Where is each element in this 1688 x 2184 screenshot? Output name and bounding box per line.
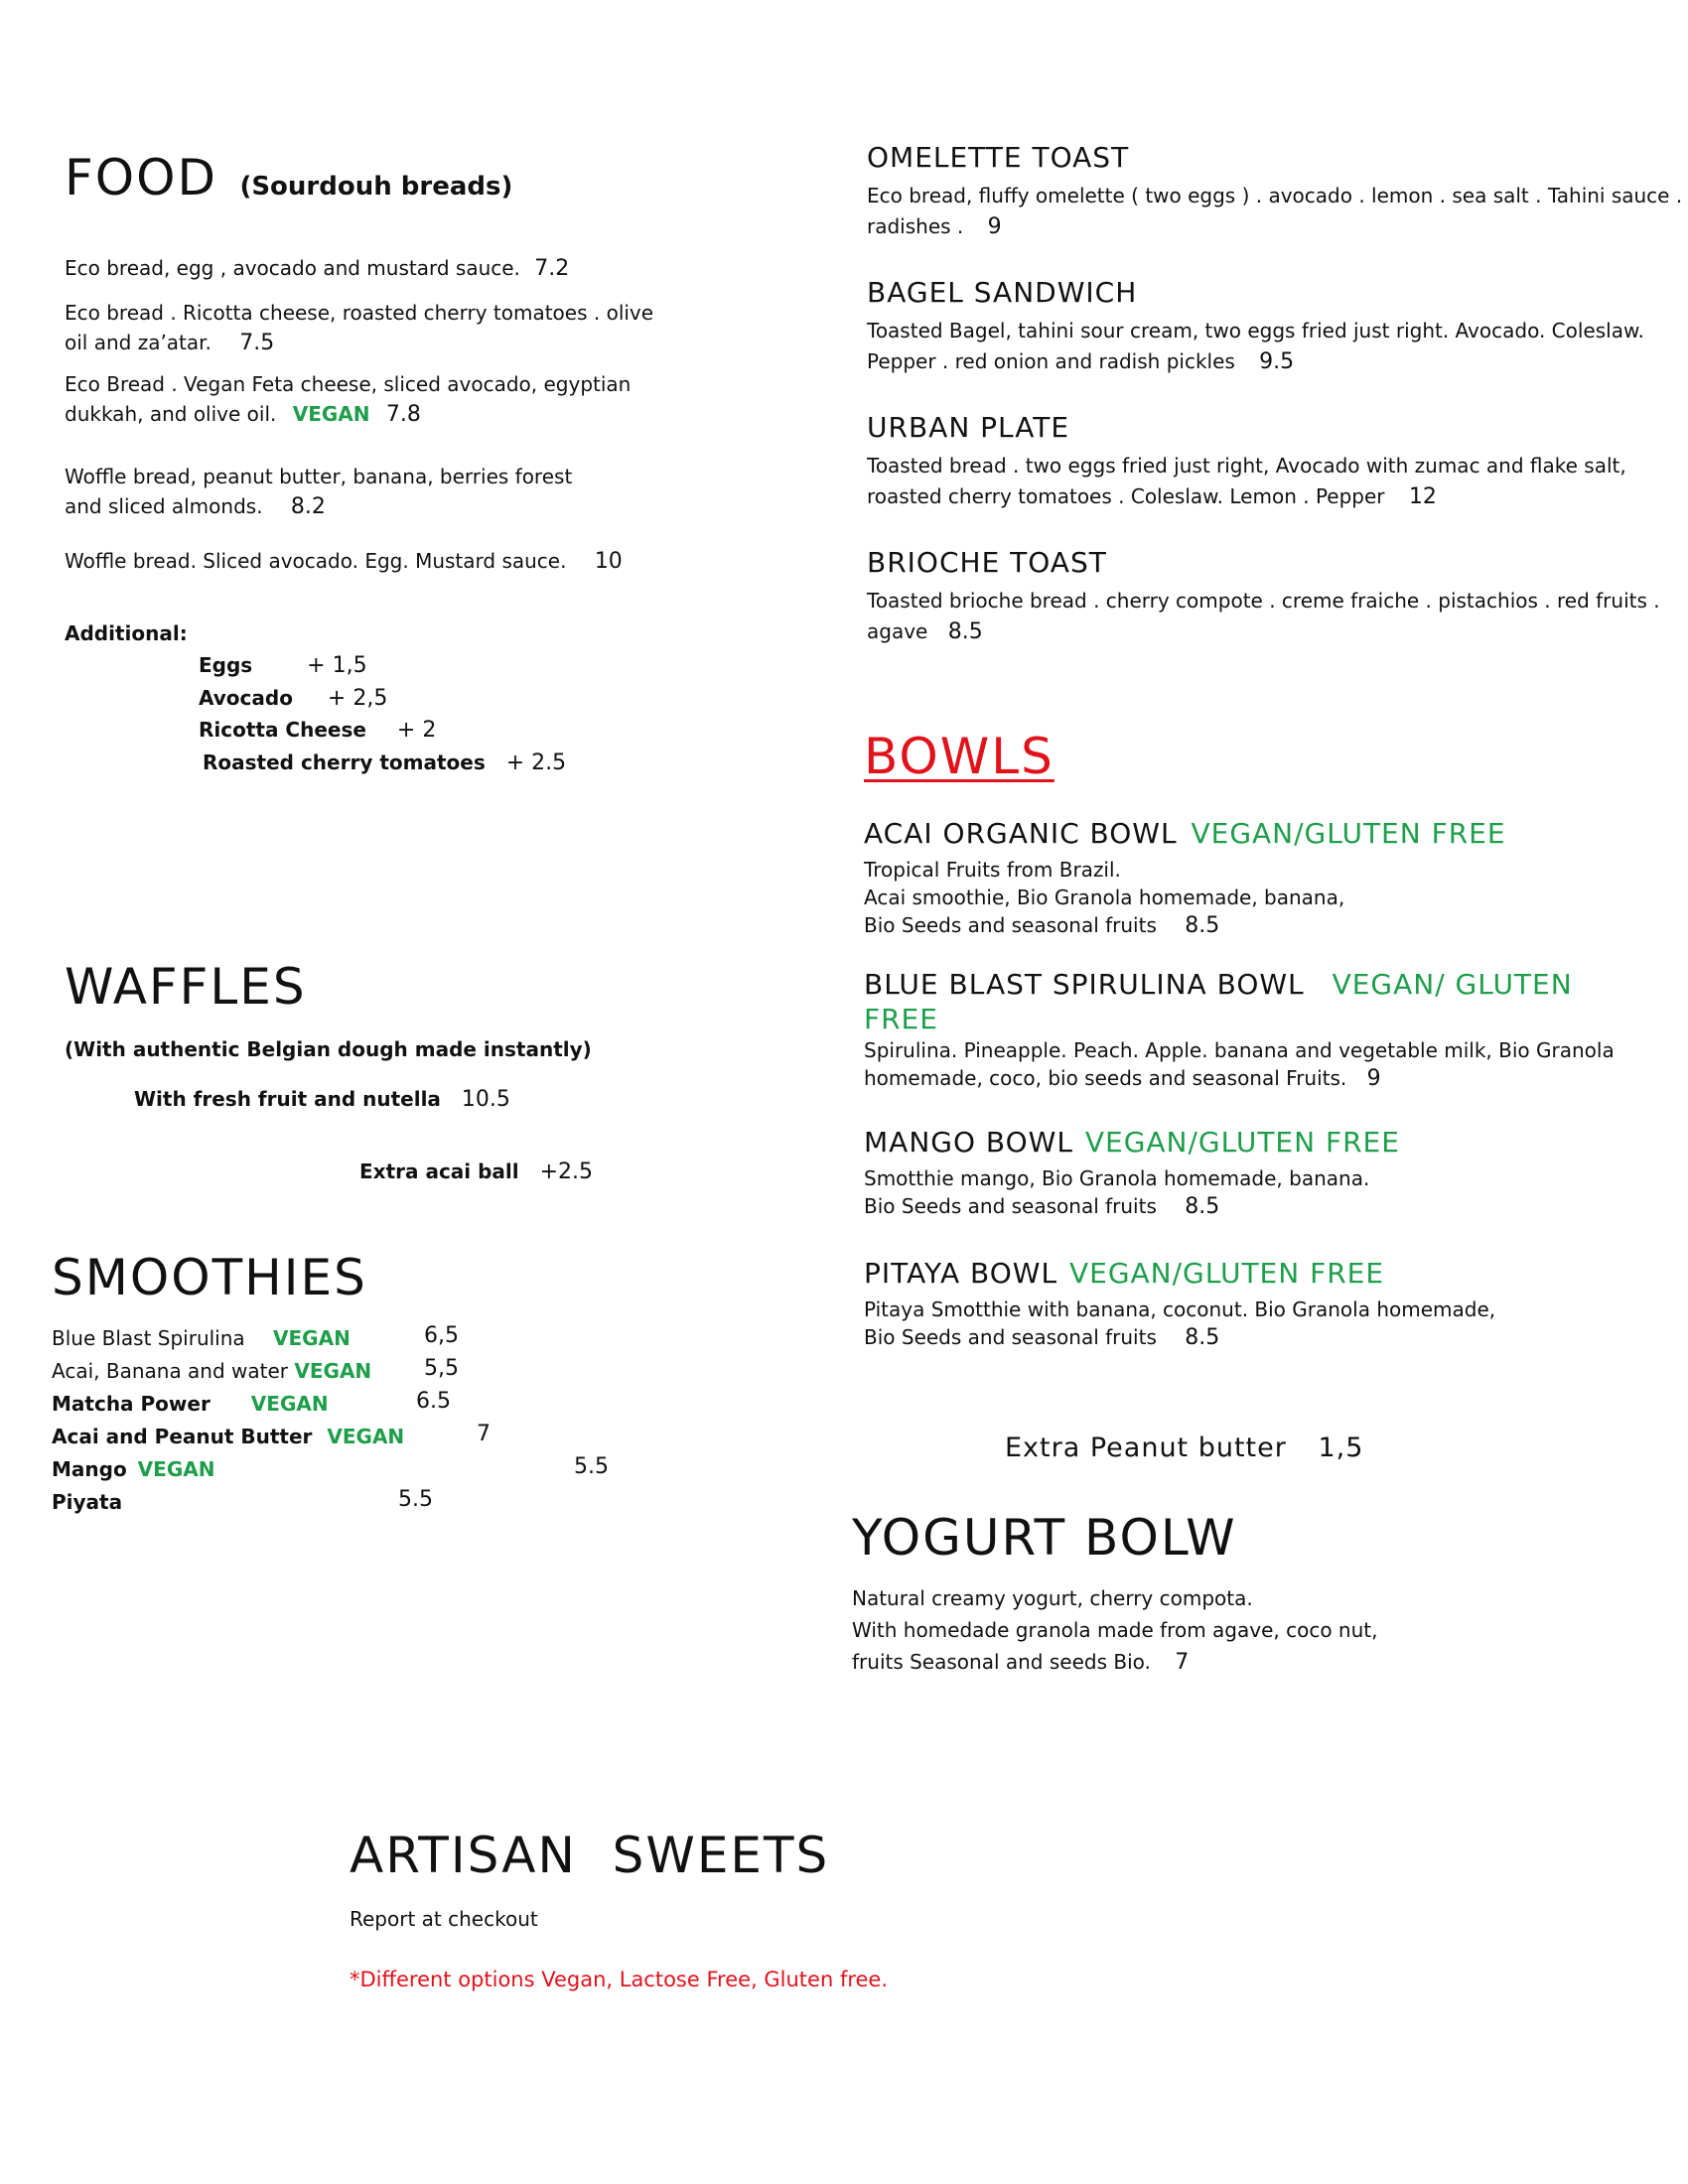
smoothie-price: 6,5 [424, 1323, 459, 1348]
additional-ricotta: Ricotta Cheese + 2 [199, 718, 437, 743]
waffles-item: With fresh fruit and nutella 10.5 [134, 1087, 510, 1112]
price: 9 [987, 214, 1002, 239]
additional-eggs: Eggs + 1,5 [199, 653, 367, 678]
sweets-title: ARTISAN SWEETS [350, 1827, 830, 1884]
price: 8.5 [1185, 913, 1220, 938]
food-section [65, 149, 512, 206]
smoothie-price: 5,5 [424, 1356, 459, 1381]
bowl-tag: VEGAN/GLUTEN FREE [1084, 1126, 1400, 1159]
bowl-desc: Smotthie mango, Bio Granola homemade, banana. [864, 1166, 1370, 1190]
food-title: FOOD [65, 149, 217, 206]
smoothie-price: 6.5 [416, 1389, 451, 1414]
sweets-note: Report at checkout [350, 1907, 538, 1931]
bowl-tag: VEGAN/GLUTEN FREE [1068, 1257, 1385, 1290]
toast-title: BRIOCHE TOAST [867, 546, 1107, 579]
bowl-desc: Tropical Fruits from Brazil. [864, 858, 1121, 882]
bowl-tag: VEGAN/GLUTEN FREE [1191, 817, 1506, 850]
price: 8.2 [290, 494, 326, 519]
price: 7.8 [385, 402, 421, 427]
bowl-desc: Bio Seeds and seasonal fruits 8.5 [864, 1325, 1220, 1350]
bowl-desc: Bio Seeds and seasonal fruits 8.5 [864, 913, 1220, 938]
food-item-4: Woffle bread, peanut butter, banana, berries forest and sliced almonds. 8.2 [65, 465, 573, 519]
price: 12 [1408, 484, 1437, 509]
toast-desc: Toasted Bagel, tahini sour cream, two eggs fried just right. Avocado. Coleslaw. [867, 319, 1644, 342]
price: 7.2 [534, 256, 570, 281]
smoothie-price: 5.5 [574, 1454, 609, 1479]
waffles-extra: Extra acai ball +2.5 [359, 1160, 594, 1184]
bowl-desc: Acai smoothie, Bio Granola homemade, banana, [864, 886, 1345, 909]
yogurt-desc: fruits Seasonal and seeds Bio. 7 [852, 1650, 1190, 1675]
toast-desc: Toasted brioche bread . cherry compote . creme fraiche . pistachios . red fruits . [867, 589, 1660, 613]
bowl-tag: VEGAN/ GLUTEN [1332, 968, 1573, 1001]
smoothie-item: Acai, Banana and water VEGAN [52, 1359, 372, 1383]
bowl-desc: Spirulina. Pineapple. Peach. Apple. banana and vegetable milk, Bio Granola [864, 1038, 1615, 1062]
additional-avocado: Avocado + 2,5 [199, 686, 388, 711]
toast-desc: Eco bread, fluffy omelette ( two eggs ) . avocado . lemon . sea salt . Tahini sauce . [867, 184, 1683, 207]
smoothie-item: Matcha Power VEGAN [52, 1392, 329, 1416]
food-item-5: Woffle bread. Sliced avocado. Egg. Mustard sauce. 10 [65, 549, 623, 574]
bowl-title: PITAYA BOWL VEGAN/GLUTEN FREE [864, 1257, 1385, 1290]
bowl-title: MANGO BOWL VEGAN/GLUTEN FREE [864, 1126, 1400, 1159]
price: 9 [1366, 1066, 1381, 1091]
bowls-extra: Extra Peanut butter 1,5 [1005, 1433, 1364, 1463]
bowl-tag-continued: FREE [864, 1003, 938, 1035]
food-subtitle: (Sourdouh breads) [239, 172, 513, 202]
bowl-title: BLUE BLAST SPIRULINA BOWL VEGAN/ GLUTEN [864, 968, 1573, 1001]
yogurt-desc: With homedade granola made from agave, coco nut, [852, 1618, 1378, 1642]
smoothie-item: Piyata [52, 1490, 123, 1514]
toast-desc: roasted cherry tomatoes . Coleslaw. Lemon . Pepper 12 [867, 484, 1437, 509]
food-item-2: Eco bread . Ricotta cheese, roasted cherry tomatoes . olive oil and za’atar. 7.5 [65, 301, 654, 355]
price: 9.5 [1259, 349, 1295, 374]
bowl-desc: Pitaya Smotthie with banana, coconut. Bio Granola homemade, [864, 1297, 1496, 1321]
price: 8.5 [1185, 1194, 1220, 1219]
price: 8.5 [947, 619, 983, 644]
toast-desc: agave 8.5 [867, 619, 983, 644]
additional-tomatoes: Roasted cherry tomatoes + 2.5 [203, 751, 567, 775]
price: 8.5 [1185, 1325, 1220, 1350]
yogurt-title: YOGURT BOLW [852, 1509, 1237, 1567]
toast-desc: Toasted bread . two eggs fried just right, Avocado with zumac and flake salt, [867, 454, 1626, 478]
toast-desc: radishes . 9 [867, 214, 1002, 239]
additional-label: Additional: [65, 621, 188, 645]
toast-desc: Pepper . red onion and radish pickles 9.5 [867, 349, 1295, 374]
sweets-options: *Different options Vegan, Lactose Free, Gluten free. [350, 1968, 889, 1991]
smoothie-item: Blue Blast Spirulina VEGAN [52, 1326, 351, 1350]
yogurt-desc: Natural creamy yogurt, cherry compota. [852, 1586, 1253, 1610]
waffles-title: WAFFLES [65, 958, 307, 1016]
price: 10 [594, 549, 623, 574]
smoothie-price: 7 [477, 1422, 491, 1446]
smoothie-item: Acai and Peanut Butter VEGAN [52, 1425, 405, 1448]
toast-title: OMELETTE TOAST [867, 141, 1130, 174]
bowl-desc: Bio Seeds and seasonal fruits 8.5 [864, 1194, 1220, 1219]
bowl-desc: homemade, coco, bio seeds and seasonal Fruits. 9 [864, 1066, 1381, 1091]
food-item-1: Eco bread, egg , avocado and mustard sauce. 7.2 [65, 256, 570, 281]
vegan-tag: VEGAN [292, 402, 370, 426]
toast-title: URBAN PLATE [867, 411, 1070, 444]
bowls-title: BOWLS [864, 728, 1055, 785]
smoothie-price: 5.5 [398, 1487, 433, 1512]
price: 7.5 [239, 331, 275, 355]
toast-title: BAGEL SANDWICH [867, 276, 1138, 309]
smoothies-title: SMOOTHIES [52, 1249, 367, 1306]
bowl-title: ACAI ORGANIC BOWL VEGAN/GLUTEN FREE [864, 817, 1506, 850]
food-item-3: Eco Bread . Vegan Feta cheese, sliced avocado, egyptian dukkah, and olive oil. VEGAN 7.8 [65, 372, 632, 427]
waffles-subtitle: (With authentic Belgian dough made instantly) [65, 1037, 592, 1061]
smoothie-item: Mango VEGAN [52, 1457, 215, 1481]
price: 7 [1175, 1650, 1190, 1675]
